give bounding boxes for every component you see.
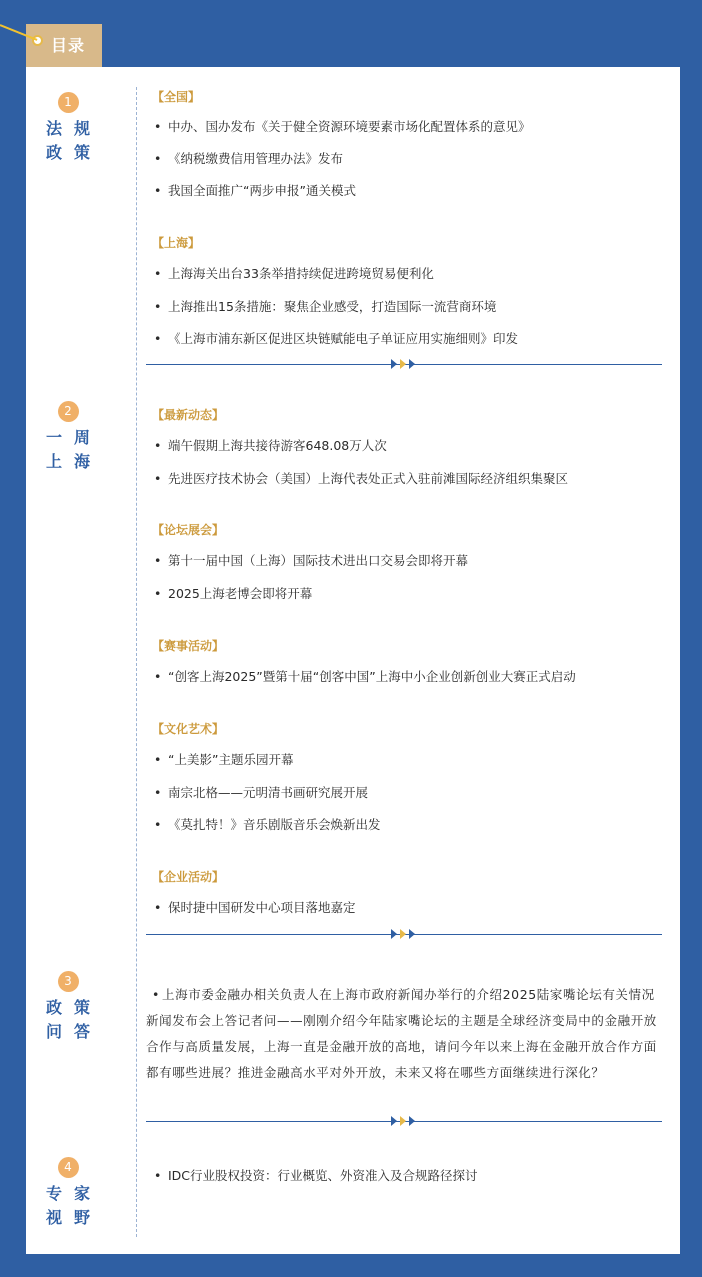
- toc-item-link[interactable]: • 先进医疗技术协会（美国）上海代表处正式入驻前滩国际经济组织集聚区: [154, 471, 569, 486]
- section-title-line: 专家: [45, 1184, 102, 1203]
- section-number-badge: 2: [58, 401, 79, 422]
- category-label-events: 【赛事活动】: [152, 639, 225, 653]
- category-label-news: 【最新动态】: [152, 408, 225, 422]
- toc-item-text: 《上海市浦东新区促进区块链赋能电子单证应用实施细则》印发: [168, 331, 519, 346]
- toc-item-link[interactable]: • 上海推出15条措施：聚焦企业感受，打造国际一流营商环境: [154, 299, 497, 314]
- divider-arrows-icon: [389, 1115, 419, 1127]
- section-marker-policy: [30, 92, 106, 165]
- toc-item-text: 我国全面推广“两步申报”通关模式: [168, 183, 356, 198]
- toc-item-text: 中办、国办发布《关于健全资源环境要素市场化配置体系的意见》: [168, 119, 531, 134]
- toc-item-link[interactable]: • 南宗北格——元明清书画研究展开展: [154, 785, 369, 800]
- divider-arrows-icon: [389, 358, 419, 370]
- toc-item-link[interactable]: • 《莫扎特！》音乐剧版音乐会焕新出发: [154, 817, 381, 832]
- toc-item-text: “创客上海2025”暨第十届“创客中国”上海中小企业创新创业大赛正式启动: [168, 669, 576, 684]
- category-label-culture: 【文化艺术】: [152, 722, 225, 736]
- section-title-line: 视野: [45, 1208, 102, 1227]
- section-title-line: 一周: [45, 428, 102, 447]
- toc-item-link[interactable]: • 上海海关出台33条举措持续促进跨境贸易便利化: [154, 266, 434, 281]
- qa-item-link[interactable]: • 上海市委金融办相关负责人在上海市政府新闻办举行的介绍2025陆家嘴论坛有关情况新闻发布会上答记者问——刚刚介绍今年陆家嘴论坛的主题是全球经济变局中的金融开放合作与高质量发展，上海一直是金融开放的高地，请问今年以来上海在金融开放合作方面都有哪些进展？推进金融高水平对外开放，未来又将在哪些方面继续进行深化？: [146, 987, 657, 1080]
- toc-item-link[interactable]: • 《纳税缴费信用管理办法》发布: [154, 151, 344, 166]
- qa-paragraph-text: 上海市委金融办相关负责人在上海市政府新闻办举行的介绍2025陆家嘴论坛有关情况新闻发布会上答记者问——刚刚介绍今年陆家嘴论坛的主题是全球经济变局中的金融开放合作与高质量发展，上海一直是金融开放的高地，请问今年以来上海在金融开放合作方面都有哪些进展？推进金融高水平对外开放，未来又将在哪些方面继续进行深化？: [146, 987, 657, 1080]
- section-title-line: 政策: [45, 143, 102, 162]
- toc-item-text: 第十一届中国（上海）国际技术进出口交易会即将开幕: [168, 553, 469, 568]
- toc-item-link[interactable]: • IDC行业股权投资：行业概览、外资准入及合规路径探讨: [154, 1168, 478, 1183]
- toc-item-link[interactable]: • 保时捷中国研发中心项目落地嘉定: [154, 900, 356, 915]
- category-label-forum: 【论坛展会】: [152, 523, 225, 537]
- section-number-badge: 1: [58, 92, 79, 113]
- toc-item-link[interactable]: • 端午假期上海共接待游客648.08万人次: [154, 438, 387, 453]
- toc-item-text: IDC行业股权投资：行业概览、外资准入及合规路径探讨: [168, 1168, 478, 1183]
- divider-arrows-icon: [389, 928, 419, 940]
- toc-item-link[interactable]: • 第十一届中国（上海）国际技术进出口交易会即将开幕: [154, 553, 469, 568]
- toc-item-text: 南宗北格——元明清书画研究展开展: [168, 785, 369, 800]
- toc-item-link[interactable]: • “上美影”主题乐园开幕: [154, 752, 294, 767]
- toc-tab: [26, 24, 102, 67]
- toc-item-link[interactable]: • “创客上海2025”暨第十届“创客中国”上海中小企业创新创业大赛正式启动: [154, 669, 576, 684]
- section-marker-expert: [30, 1157, 106, 1230]
- toc-item-link[interactable]: • 我国全面推广“两步申报”通关模式: [154, 183, 356, 198]
- category-label-shanghai: 【上海】: [152, 236, 201, 250]
- category-label-national: 【全国】: [152, 90, 201, 104]
- category-label-enterprise: 【企业活动】: [152, 870, 225, 884]
- section-marker-weekly: [30, 401, 106, 474]
- toc-item-link[interactable]: • 中办、国办发布《关于健全资源环境要素市场化配置体系的意见》: [154, 119, 531, 134]
- toc-item-text: 《莫扎特！》音乐剧版音乐会焕新出发: [168, 817, 381, 832]
- section-number-badge: 3: [58, 971, 79, 992]
- toc-item-text: 上海海关出台33条举措持续促进跨境贸易便利化: [168, 266, 434, 281]
- toc-item-text: “上美影”主题乐园开幕: [168, 752, 294, 767]
- section-title-line: 政策: [45, 998, 102, 1017]
- timeline-dashed-line: [136, 87, 137, 1237]
- section-marker-qa: [30, 971, 106, 1044]
- section-title-line: 法规: [45, 119, 102, 138]
- section-title-line: 上海: [45, 452, 102, 471]
- toc-item-link[interactable]: • 2025上海老博会即将开幕: [154, 586, 313, 601]
- toc-item-link[interactable]: • 《上海市浦东新区促进区块链赋能电子单证应用实施细则》印发: [154, 331, 519, 346]
- toc-item-text: 端午假期上海共接待游客648.08万人次: [168, 438, 387, 453]
- toc-item-text: 2025上海老博会即将开幕: [168, 586, 313, 601]
- section-number-badge: 4: [58, 1157, 79, 1178]
- toc-item-text: 保时捷中国研发中心项目落地嘉定: [168, 900, 356, 915]
- toc-item-text: 《纳税缴费信用管理办法》发布: [168, 151, 344, 166]
- section-title-line: 问答: [45, 1022, 102, 1041]
- toc-tab-label: 目录: [51, 36, 86, 55]
- toc-item-text: 先进医疗技术协会（美国）上海代表处正式入驻前滩国际经济组织集聚区: [168, 471, 569, 486]
- toc-item-text: 上海推出15条措施：聚焦企业感受，打造国际一流营商环境: [168, 299, 497, 314]
